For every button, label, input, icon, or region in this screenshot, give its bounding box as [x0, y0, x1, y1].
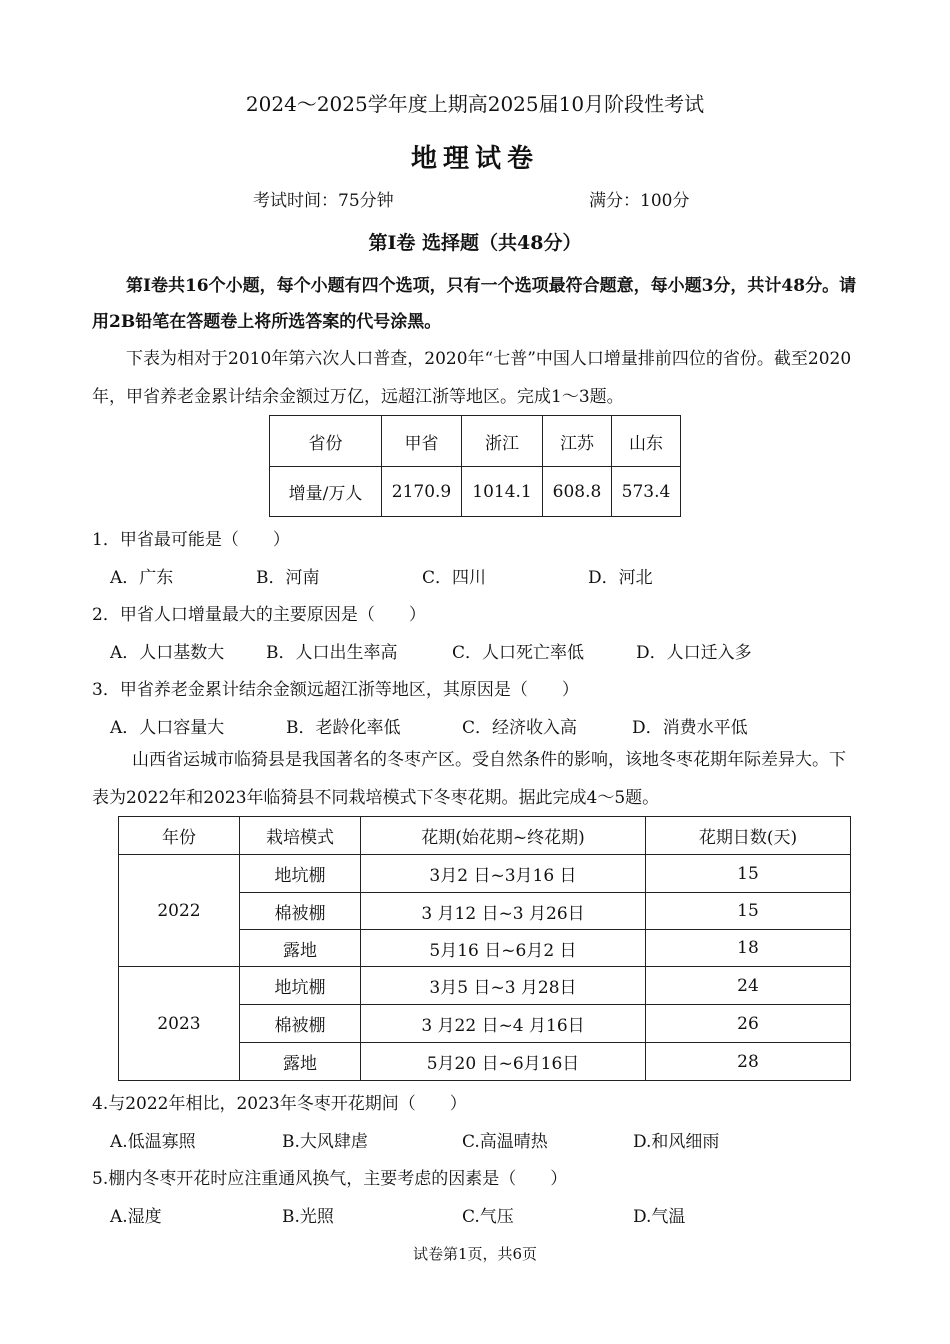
q4-option-c: C.高温晴热: [462, 1132, 548, 1152]
q5-option-a: A.湿度: [110, 1207, 162, 1227]
population-table: [269, 415, 681, 517]
table-cell: 24: [646, 967, 851, 1005]
table-cell: 地坑棚: [240, 967, 361, 1005]
question-2: 2．甲省人口增量最大的主要原因是（ ）: [92, 605, 426, 625]
q4-option-b: B.大风肆虐: [282, 1132, 368, 1152]
table-cell: 5月20 日~6月16日: [361, 1043, 646, 1081]
year-cell: 2023: [119, 967, 240, 1081]
exam-time: 考试时间：75分钟: [253, 191, 394, 211]
table-header-cell: 甲省: [382, 416, 462, 467]
q4-option-a: A.低温寡照: [110, 1132, 196, 1152]
table-cell: 15: [646, 855, 851, 893]
q5-option-c: C.气压: [462, 1207, 514, 1227]
question-5: 5.棚内冬枣开花时应注重通风换气，主要考虑的因素是（ ）: [92, 1169, 568, 1189]
table-cell: 18: [646, 930, 851, 967]
passage-2: 山西省运城市临猗县是我国著名的冬枣产区。受自然条件的影响，该地冬枣花期年际差异大。下表为2022年和2023年临猗县不同栽培模式下冬枣花期。据此完成4～5题。: [92, 750, 846, 808]
table-header-cell: 栽培模式: [240, 817, 361, 855]
table-cell: 15: [646, 893, 851, 930]
table-cell: 3月5 日~3 月28日: [361, 967, 646, 1005]
table-header-cell: 花期(始花期~终花期): [361, 817, 646, 855]
passage-1: 下表为相对于2010年第六次人口普查，2020年“七普”中国人口增量排前四位的省份。截至2020年，甲省养老金累计结余金额过万亿，远超江浙等地区。完成1～3题。: [92, 349, 852, 407]
q5-option-b: B.光照: [282, 1207, 334, 1227]
q2-option-c: C．人口死亡率低: [452, 643, 585, 663]
page-title: 地理试卷: [410, 144, 539, 174]
q3-option-c: C．经济收入高: [462, 718, 578, 738]
q2-option-b: B．人口出生率高: [266, 643, 398, 663]
table-header-cell: 浙江: [462, 416, 543, 467]
exam-header: 2024～2025学年度上期高2025届10月阶段性考试: [245, 92, 705, 116]
page-footer: 试卷第1页，共6页: [412, 1245, 538, 1263]
q3-option-d: D．消费水平低: [632, 718, 748, 738]
table-cell: 28: [646, 1043, 851, 1081]
table-cell: 3 月12 日~3 月26日: [361, 893, 646, 930]
table-cell: 3 月22 日~4 月16日: [361, 1005, 646, 1043]
year-cell: 2022: [119, 855, 240, 967]
table-header-cell: 年份: [119, 817, 240, 855]
table-cell: 露地: [240, 930, 361, 967]
q3-option-b: B．老龄化率低: [286, 718, 401, 738]
full-score: 满分：100分: [589, 191, 690, 211]
table-cell: 608.8: [543, 467, 612, 517]
question-4: 4.与2022年相比，2023年冬枣开花期间（ ）: [92, 1094, 467, 1114]
q1-option-d: D．河北: [588, 568, 653, 588]
table-header-cell: 省份: [270, 416, 382, 467]
table-cell: 增量/万人: [270, 467, 382, 517]
table-cell: 5月16 日~6月2 日: [361, 930, 646, 967]
q1-option-a: A．广东: [110, 568, 174, 588]
table-cell: 地坑棚: [240, 855, 361, 893]
table-header-cell: 江苏: [543, 416, 612, 467]
question-3: 3．甲省养老金累计结余金额远超江浙等地区，其原因是（ ）: [92, 680, 579, 700]
section-title: 第Ⅰ卷 选择题（共48分）: [368, 232, 582, 254]
table-cell: 棉被棚: [240, 893, 361, 930]
flowering-table: [118, 816, 851, 1081]
instruction: 第Ⅰ卷共16个小题，每个小题有四个选项，只有一个选项最符合题意，每小题3分，共计48分。请用2B铅笔在答题卷上将所选答案的代号涂黑。: [92, 276, 857, 332]
q5-option-d: D.气温: [633, 1207, 686, 1227]
table-cell: 573.4: [612, 467, 681, 517]
q3-option-a: A．人口容量大: [110, 718, 225, 738]
table-cell: 棉被棚: [240, 1005, 361, 1043]
q2-option-d: D．人口迁入多: [636, 643, 752, 663]
table-header-cell: 花期日数(天): [646, 817, 851, 855]
q1-option-c: C．四川: [422, 568, 487, 588]
table-cell: 3月2 日~3月16 日: [361, 855, 646, 893]
table-cell: 1014.1: [462, 467, 543, 517]
table-cell: 露地: [240, 1043, 361, 1081]
table-cell: 2170.9: [382, 467, 462, 517]
table-header-cell: 山东: [612, 416, 681, 467]
table-cell: 26: [646, 1005, 851, 1043]
question-1: 1．甲省最可能是（ ）: [92, 530, 290, 550]
q2-option-a: A．人口基数大: [110, 643, 225, 663]
q4-option-d: D.和风细雨: [633, 1132, 720, 1152]
q1-option-b: B．河南: [256, 568, 320, 588]
